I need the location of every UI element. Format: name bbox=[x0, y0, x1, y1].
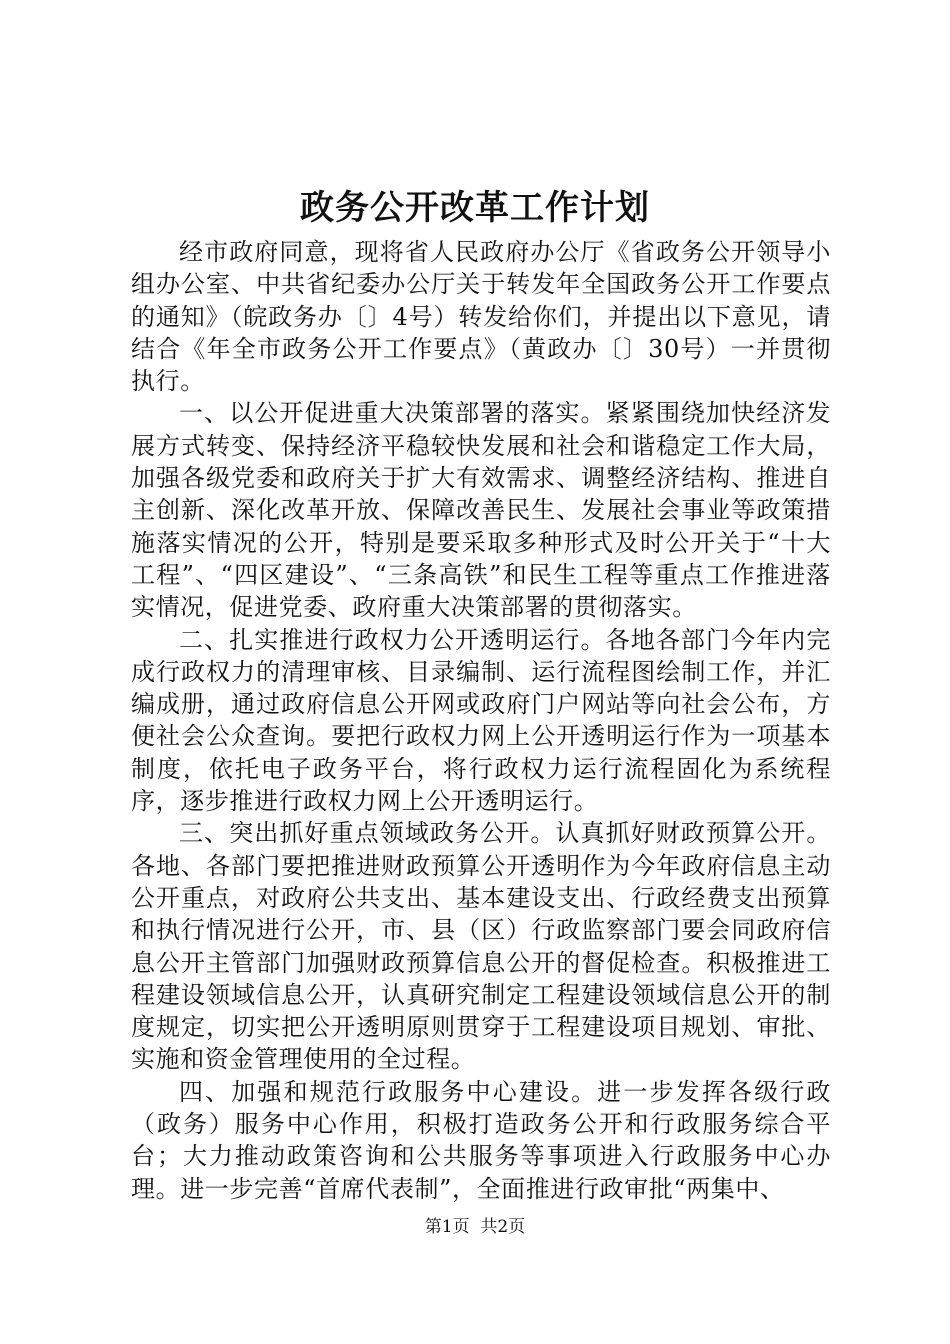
document-title: 政务公开改革工作计划 bbox=[300, 188, 650, 228]
paragraph-intro: 经市政府同意，现将省人民政府办公厅《省政务公开领导小组办公室、中共省纪委办公厅关于转发年全国政务公开工作要点的通知》（皖政务办〔〕4号）转发给你们，并提出以下意见，请结合《年全市政务公开工作要点》（黄政办〔〕30号）一并贯彻执行。 bbox=[131, 238, 831, 396]
paragraph-section-4: 四、加强和规范行政服务中心建设。进一步发挥各级行政（政务）服务中心作用，积极打造政务公开和行政服务综合平台；大力推动政策咨询和公共服务等事项进入行政服务中心办理。进一步完善“首席代表制”，全面推进行政审批“两集中、 bbox=[131, 1077, 831, 1203]
page-total: 共2页 bbox=[480, 1217, 526, 1237]
page-number: 第1页 bbox=[424, 1217, 470, 1237]
paragraph-section-2: 二、扎实推进行政权力公开透明运行。各地各部门今年内完成行政权力的清理审核、目录编制、运行流程图绘制工作，并汇编成册，通过政府信息公开网或政府门户网站等向社会公布，方便社会公众查询。要把行政权力网上公开透明运行作为一项基本制度，依托电子政务平台，将行政权力运行流程固化为系统程序，逐步推进行政权力网上公开透明运行。 bbox=[131, 625, 831, 816]
paragraph-section-3: 三、突出抓好重点领域政务公开。认真抓好财政预算公开。各地、各部门要把推进财政预算公开透明作为今年政府信息主动公开重点，对政府公共支出、基本建设支出、行政经费支出预算和执行情况进行公开，市、县（区）行政监察部门要会同政府信息公开主管部门加强财政预算信息公开的督促检查。积极推进工程建设领域信息公开，认真研究制定工程建设领域信息公开的制度规定，切实把公开透明原则贯穿于工程建设项目规划、审批、实施和资金管理使用的全过程。 bbox=[131, 819, 831, 1074]
document-body bbox=[131, 236, 831, 1205]
paragraph-section-1: 一、以公开促进重大决策部署的落实。紧紧围绕加快经济发展方式转变、保持经济平稳较快发展和社会和谐稳定工作大局，加强各级党委和政府关于扩大有效需求、调整经济结构、推进自主创新、深化改革开放、保障改善民生、发展社会事业等政策措施落实情况的公开，特别是要采取多种形式及时公开关于“十大工程”、“四区建设”、“三条高铁”和民生工程等重点工作推进落实情况，促进党委、政府重大决策部署的贯彻落实。 bbox=[131, 399, 831, 622]
page-footer bbox=[0, 1216, 950, 1238]
